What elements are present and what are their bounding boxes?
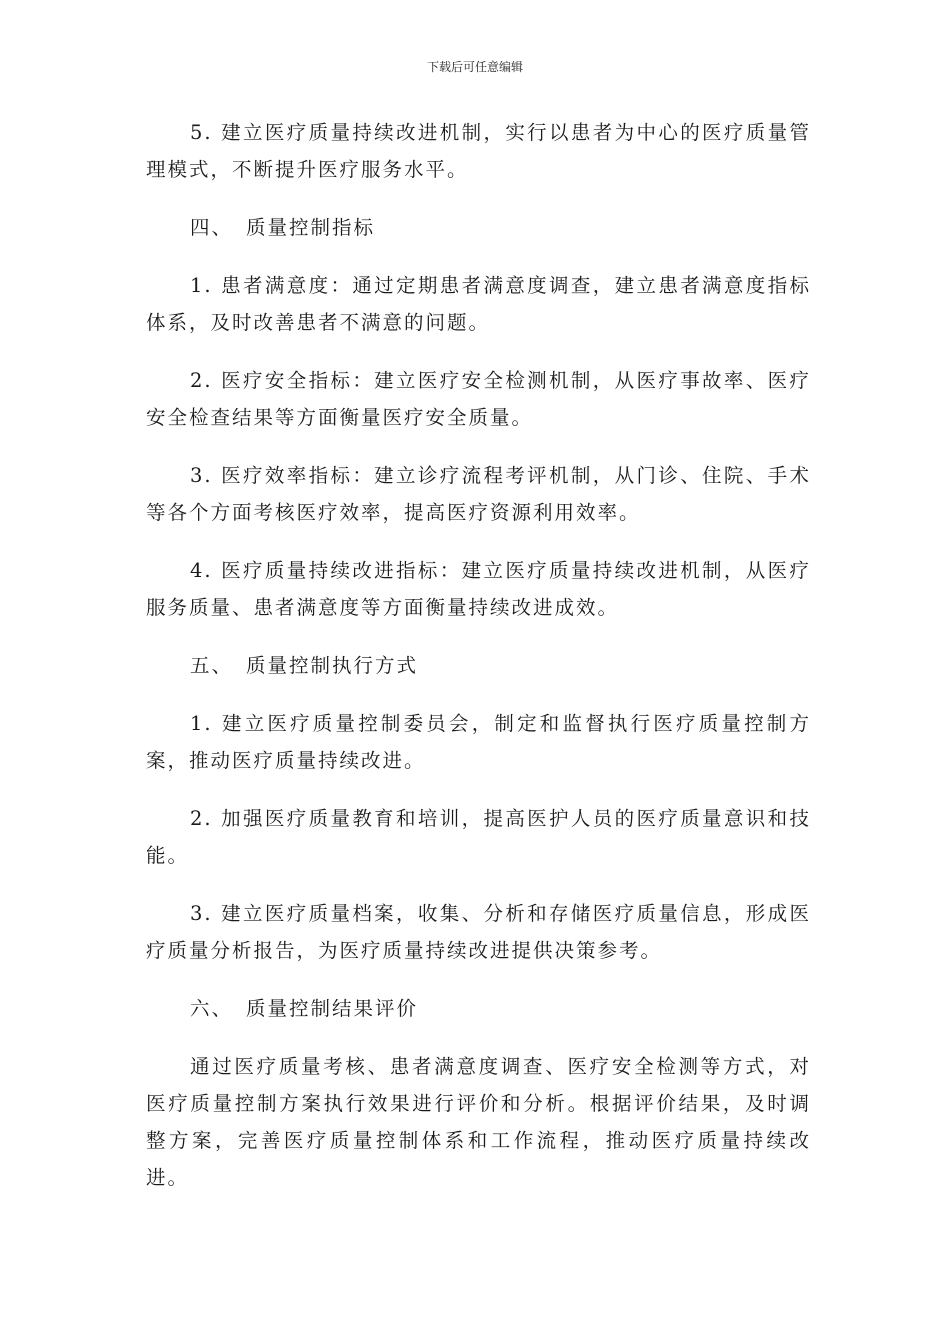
section-title: 质量控制结果评价 xyxy=(246,997,419,1020)
paragraph-item-2: 2. 加强医疗质量教育和培训，提高医护人员的医疗质量意识和技能。 xyxy=(146,807,811,867)
paragraph-item-5: 5. 建立医疗质量持续改进机制，实行以患者为中心的医疗质量管理模式，不断提升医疗服务水平。 xyxy=(146,121,811,181)
section-number: 四、 xyxy=(190,216,234,239)
section-heading-5 xyxy=(146,647,811,684)
paragraph-item-2: 2. 医疗安全指标：建立医疗安全检测机制，从医疗事故率、医疗安全检查结果等方面衡量医疗安全质量。 xyxy=(146,369,811,429)
page-header: 下载后可任意编辑 xyxy=(426,60,523,74)
paragraph-item-3: 3. 建立医疗质量档案，收集、分析和存储医疗质量信息，形成医疗质量分析报告，为医疗质量持续改进提供决策参考。 xyxy=(146,902,811,962)
section-title: 质量控制指标 xyxy=(246,216,376,239)
section-number: 五、 xyxy=(190,654,234,677)
section-number: 六、 xyxy=(190,997,234,1020)
paragraph-evaluation: 通过医疗质量考核、患者满意度调查、医疗安全检测等方式，对医疗质量控制方案执行效果进行评价和分析。根据评价结果，及时调整方案，完善医疗质量控制体系和工作流程，推动医疗质量持续改进。 xyxy=(146,1055,811,1189)
section-heading-4 xyxy=(146,209,811,246)
section-heading-6 xyxy=(146,990,811,1027)
paragraph-item-4: 4. 医疗质量持续改进指标：建立医疗质量持续改进机制，从医疗服务质量、患者满意度等方面衡量持续改进成效。 xyxy=(146,559,811,619)
document-body xyxy=(146,114,811,1217)
paragraph-item-1: 1. 患者满意度：通过定期患者满意度调查，建立患者满意度指标体系，及时改善患者不满意的问题。 xyxy=(146,274,811,334)
paragraph-item-3: 3. 医疗效率指标：建立诊疗流程考评机制，从门诊、住院、手术等各个方面考核医疗效率，提高医疗资源利用效率。 xyxy=(146,464,811,524)
section-title: 质量控制执行方式 xyxy=(246,654,419,677)
paragraph-item-1: 1. 建立医疗质量控制委员会，制定和监督执行医疗质量控制方案，推动医疗质量持续改进。 xyxy=(146,712,811,772)
